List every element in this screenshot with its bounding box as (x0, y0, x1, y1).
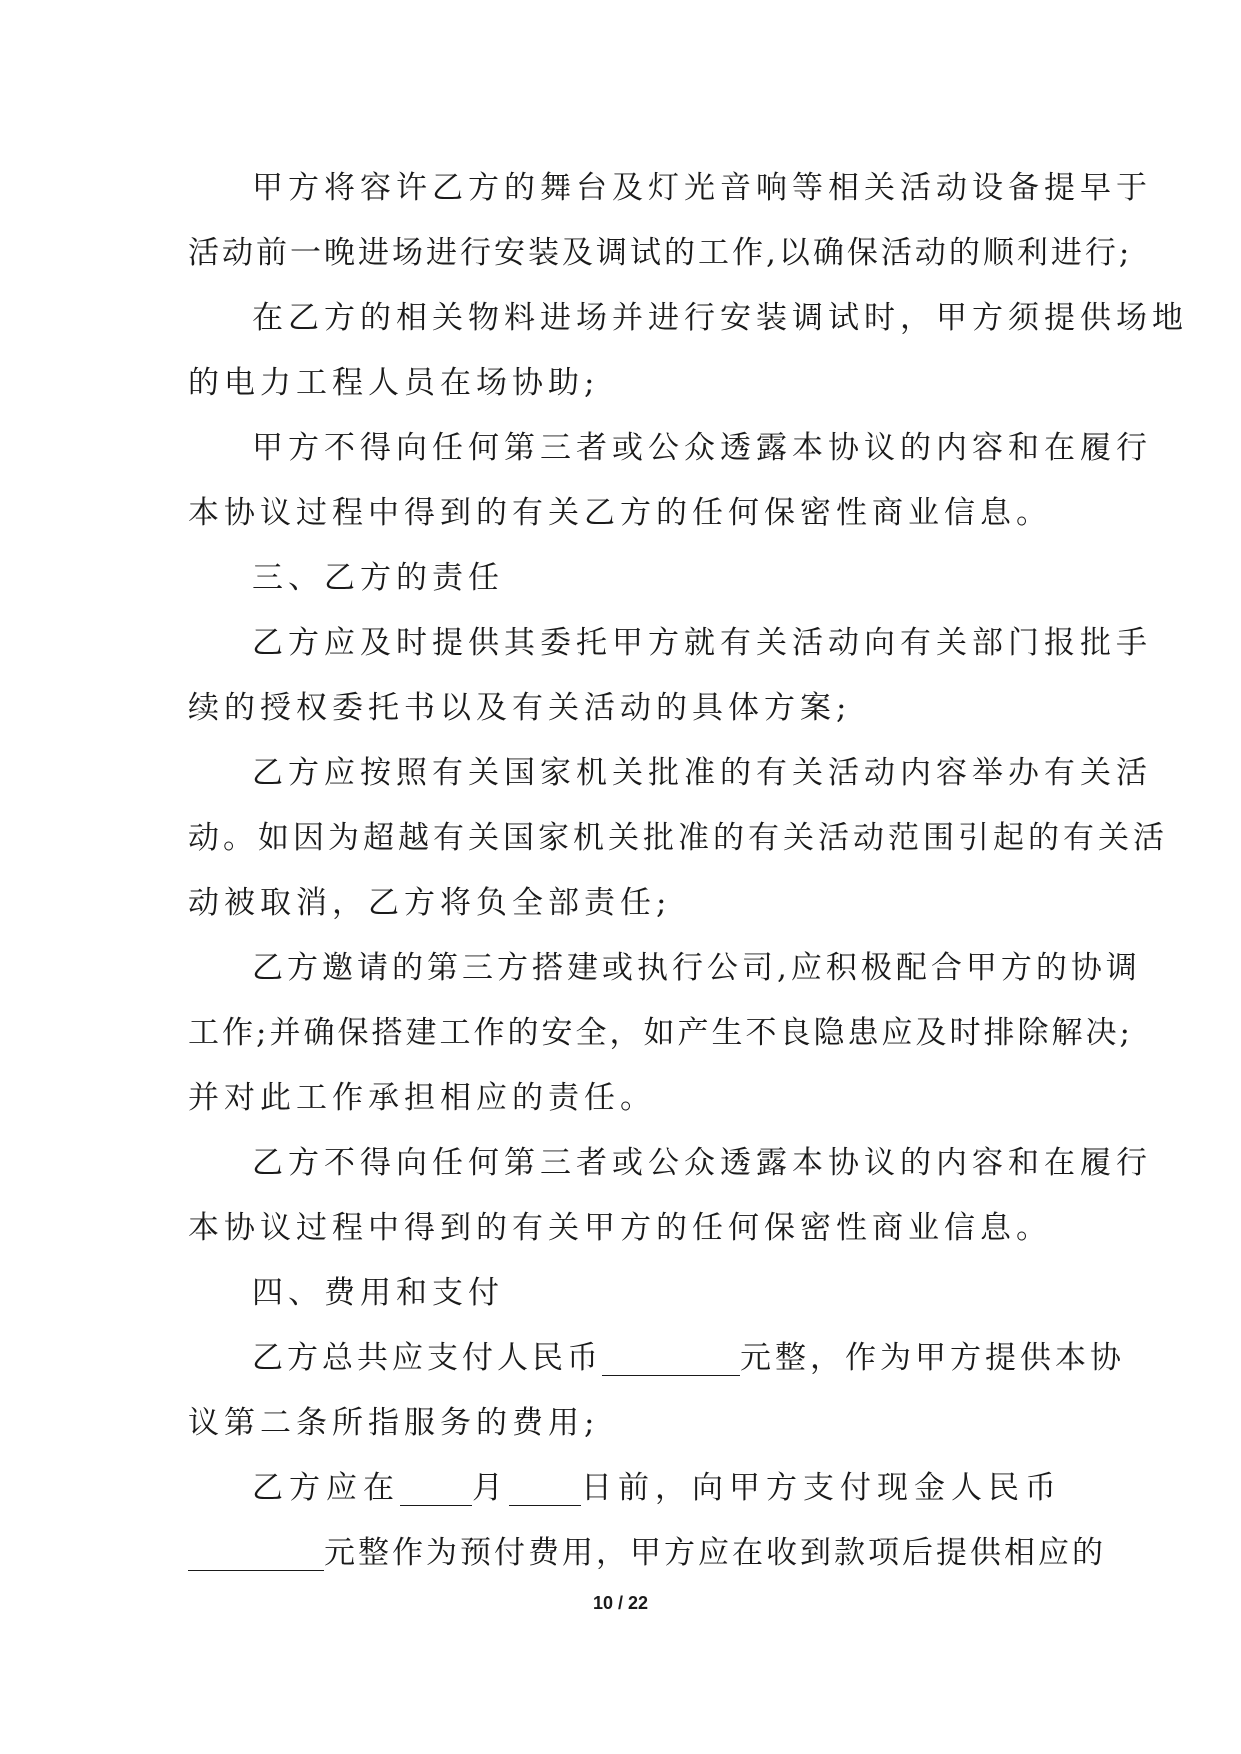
paragraph (188, 1328, 1125, 1458)
text-line (188, 1328, 1125, 1393)
paragraph (188, 938, 1141, 1133)
paragraph (188, 1133, 1152, 1263)
text-segment: 日前，向甲方支付现金人民币 (581, 1470, 1062, 1506)
paragraph (188, 418, 1152, 548)
text-line: 甲方不得向任何第三者或公众透露本协议的内容和在履行 (252, 430, 1152, 466)
text-line: 动被取消，乙方将负全部责任; (188, 885, 672, 921)
text-line: 并对此工作承担相应的责任。 (188, 1080, 656, 1116)
text-line (188, 1523, 1106, 1588)
text-segment: 月 (472, 1470, 509, 1506)
paragraph (188, 613, 1152, 743)
paragraph (188, 158, 1152, 288)
body-text (188, 158, 1188, 1588)
text-segment: 乙方总共应支付人民币 (252, 1340, 602, 1376)
text-line: 乙方不得向任何第三者或公众透露本协议的内容和在履行 (252, 1145, 1152, 1181)
text-line: 乙方应按照有关国家机关批准的有关活动内容举办有关活 (252, 755, 1152, 791)
paragraph (188, 1458, 1106, 1588)
month-blank (400, 1469, 472, 1506)
text-line: 的电力工程人员在场协助; (188, 365, 600, 401)
section-heading (188, 548, 1058, 613)
amount-blank (602, 1339, 740, 1376)
text-line: 议第二条所指服务的费用; (188, 1405, 600, 1441)
text-line: 甲方将容许乙方的舞台及灯光音响等相关活动设备提早于 (252, 170, 1152, 206)
paragraph (188, 743, 1168, 938)
text-line: 动。如因为超越有关国家机关批准的有关活动范围引起的有关活 (188, 820, 1168, 856)
paragraph (188, 288, 1188, 418)
text-segment: 元整，作为甲方提供本协 (740, 1340, 1125, 1376)
section-heading-text: 三、乙方的责任 (252, 560, 504, 596)
text-line: 续的授权委托书以及有关活动的具体方案; (188, 690, 852, 726)
section-heading-text: 四、费用和支付 (252, 1275, 504, 1311)
text-line: 乙方邀请的第三方搭建或执行公司,应积极配合甲方的协调 (252, 950, 1141, 986)
text-line: 乙方应及时提供其委托甲方就有关活动向有关部门报批手 (252, 625, 1152, 661)
amount-blank (188, 1534, 324, 1571)
page-number: 10 / 22 (592, 1593, 649, 1613)
day-blank (509, 1469, 581, 1506)
text-line: 工作;并确保搭建工作的安全，如产生不良隐患应及时排除解决; (188, 1015, 1133, 1051)
text-line (188, 1458, 1062, 1523)
text-line: 本协议过程中得到的有关甲方的任何保密性商业信息。 (188, 1210, 1052, 1246)
text-line: 在乙方的相关物料进场并进行安装调试时，甲方须提供场地 (252, 300, 1188, 336)
text-segment: 元整作为预付费用，甲方应在收到款项后提供相应的 (324, 1535, 1106, 1571)
text-segment: 乙方应在 (252, 1470, 400, 1506)
text-line: 本协议过程中得到的有关乙方的任何保密性商业信息。 (188, 495, 1052, 531)
section-heading (188, 1263, 1058, 1328)
text-line: 活动前一晚进场进行安装及调试的工作,以确保活动的顺利进行; (188, 235, 1133, 271)
